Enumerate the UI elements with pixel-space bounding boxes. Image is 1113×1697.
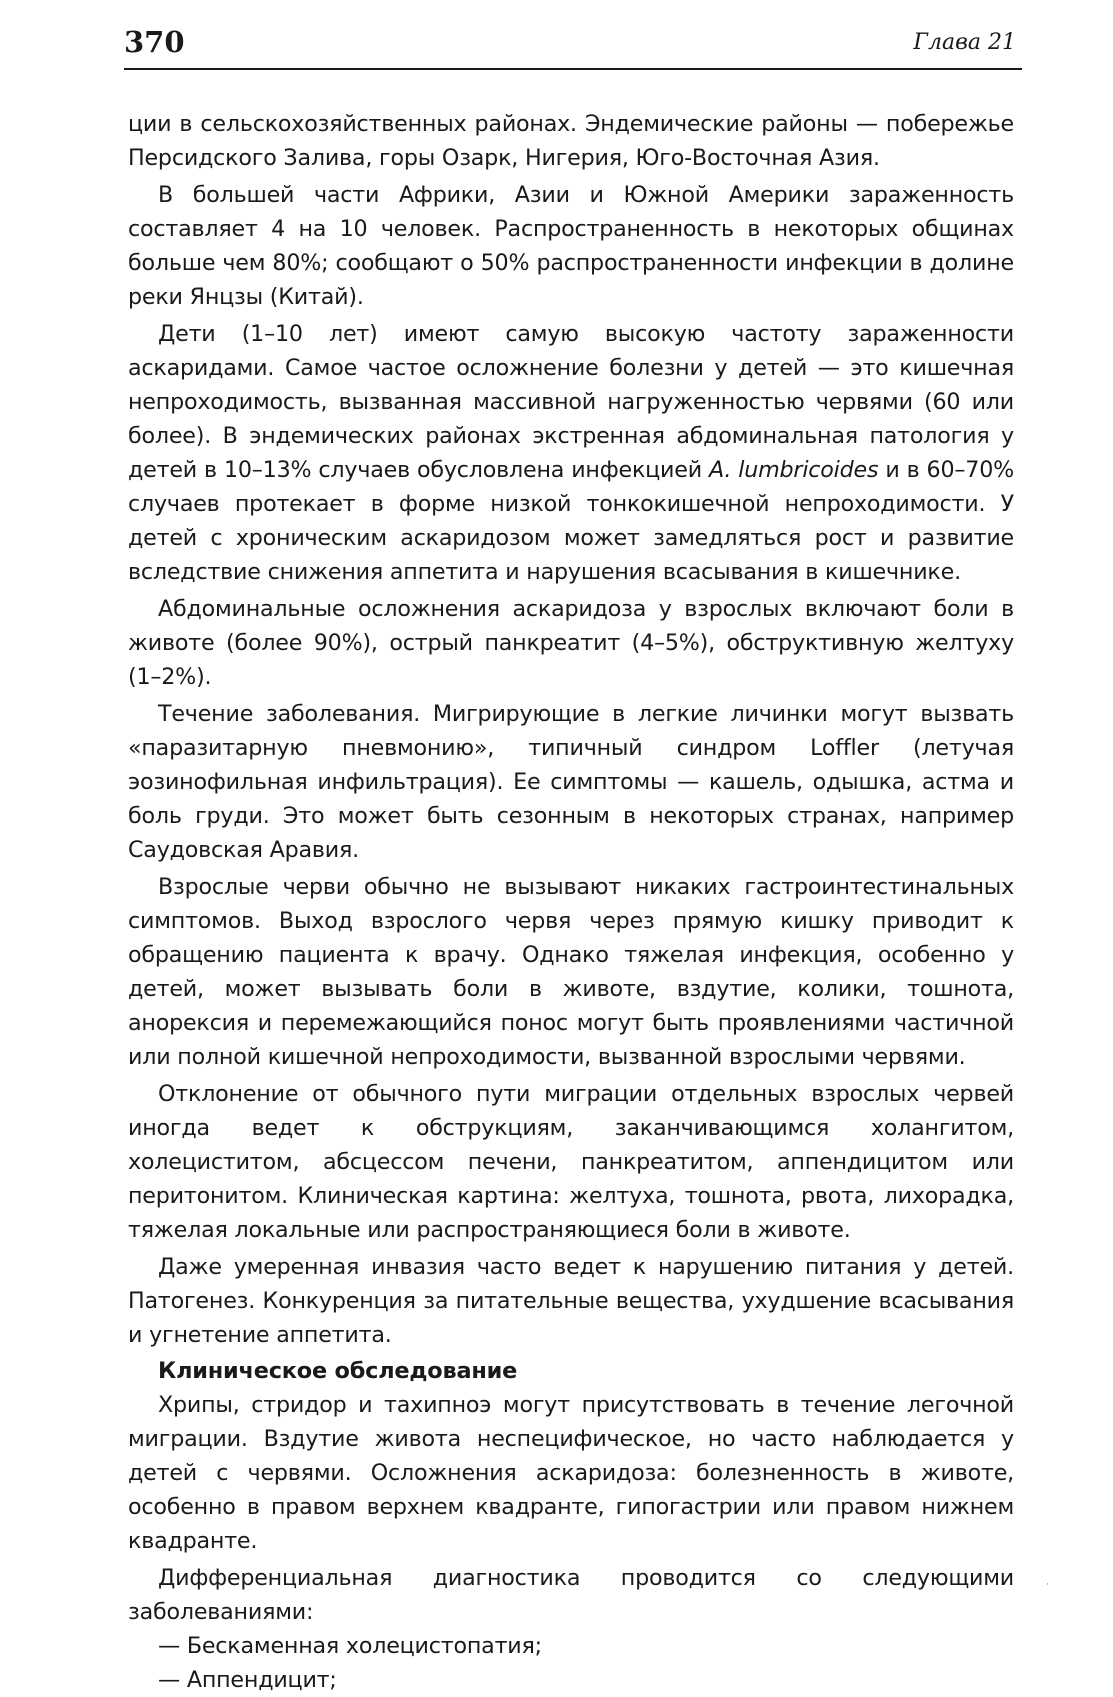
page-header xyxy=(124,22,1022,70)
section-heading: Клиническое обследование xyxy=(158,1358,518,1384)
paragraph-adult-complications: Абдоминальные осложнения аскаридоза у взрослых включают боли в животе (более 90%), острый панкреатит (4–5%), обструктивную желтуху (1–2%). xyxy=(128,596,1014,690)
chapter-title: Глава 21 xyxy=(913,30,1016,55)
paragraph-children-text-start: Дети (1–10 лет) имеют самую высокую частоту зараженности аскаридами. Самое частое осложнение болезни у детей — это кишечная непроходимость, вызванная массивной нагруженностью червями (60 или более). В эндемических районах экстренная абдоминальная патология у детей в 10–13% случаев обусловлена инфекцией xyxy=(128,321,1014,483)
paragraph-children xyxy=(128,317,1014,589)
paragraph-migration-deviation: Отклонение от обычного пути миграции отдельных взрослых червей иногда ведет к обструкциям, заканчивающимся холангитом, холециститом, абсцессом печени, панкреатитом, аппендицитом или перитонитом. Клиническая картина: желтуха, тошнота, рвота, лихорадка, тяжелая локальные или распространяющиеся боли в животе. xyxy=(128,1081,1014,1243)
paragraph-disease-course: Течение заболевания. Мигрирующие в легкие личинки могут вызвать «паразитарную пневмонию», типичный синдром Loffler (летучая эозинофильная инфильтрация). Ее симптомы — кашель, одышка, астма и боль груди. Это может быть сезонным в некоторых странах, например Саудовская Аравия. xyxy=(128,701,1014,863)
page-body xyxy=(128,107,1014,1697)
paragraph-differential: Дифференциальная диагностика проводится со следующими заболеваниями: xyxy=(128,1565,1014,1625)
paragraph-children-text-end: и в 60–70% случаев протекает в форме низкой тонкокишечной непроходимости. У детей с хроническим аскаридозом может замедляться рост и развитие вследствие снижения аппетита и нарушения всасывания в кишечнике. xyxy=(128,457,1014,585)
paragraph-continuation: ции в сельскохозяйственных районах. Эндемические районы — побережье Персидского Залива, горы Озарк, Нигерия, Юго-Восточная Азия. xyxy=(128,111,1014,171)
scan-speck: · xyxy=(1046,1580,1049,1590)
page-number: 370 xyxy=(124,25,185,59)
list-item: — Аппендицит; xyxy=(158,1667,337,1693)
paragraph-nutrition: Даже умеренная инвазия часто ведет к нарушению питания у детей. Патогенез. Конкуренция за питательные вещества, ухудшение всасывания и угнетение аппетита. xyxy=(128,1254,1014,1348)
paragraph-examination: Хрипы, стридор и тахипноэ могут присутствовать в течение легочной миграции. Вздутие живота неспецифическое, но часто наблюдается у детей с червями. Осложнения аскаридоза: болезненность в животе, особенно в правом верхнем квадранте, гипогастрии или правом нижнем квадранте. xyxy=(128,1392,1014,1554)
list-item: — Бескаменная холецистопатия; xyxy=(158,1633,542,1659)
paragraph-adult-worms: Взрослые черви обычно не вызывают никаких гастроинтестинальных симптомов. Выход взрослого червя через прямую кишку приводит к обращению пациента к врачу. Однако тяжелая инфекция, особенно у детей, может вызывать боли в животе, вздутие, колики, тошнота, анорексия и перемежающийся понос могут быть проявлениями частичной или полной кишечной непроходимости, вызванной взрослыми червями. xyxy=(128,874,1014,1070)
species-name: A. lumbricoides xyxy=(709,457,879,483)
paragraph-prevalence: В большей части Африки, Азии и Южной Америки зараженность составляет 4 на 10 человек. Распространенность в некоторых общинах больше чем 80%; сообщают о 50% распространенности инфекции в долине реки Янцзы (Китай). xyxy=(128,182,1014,310)
